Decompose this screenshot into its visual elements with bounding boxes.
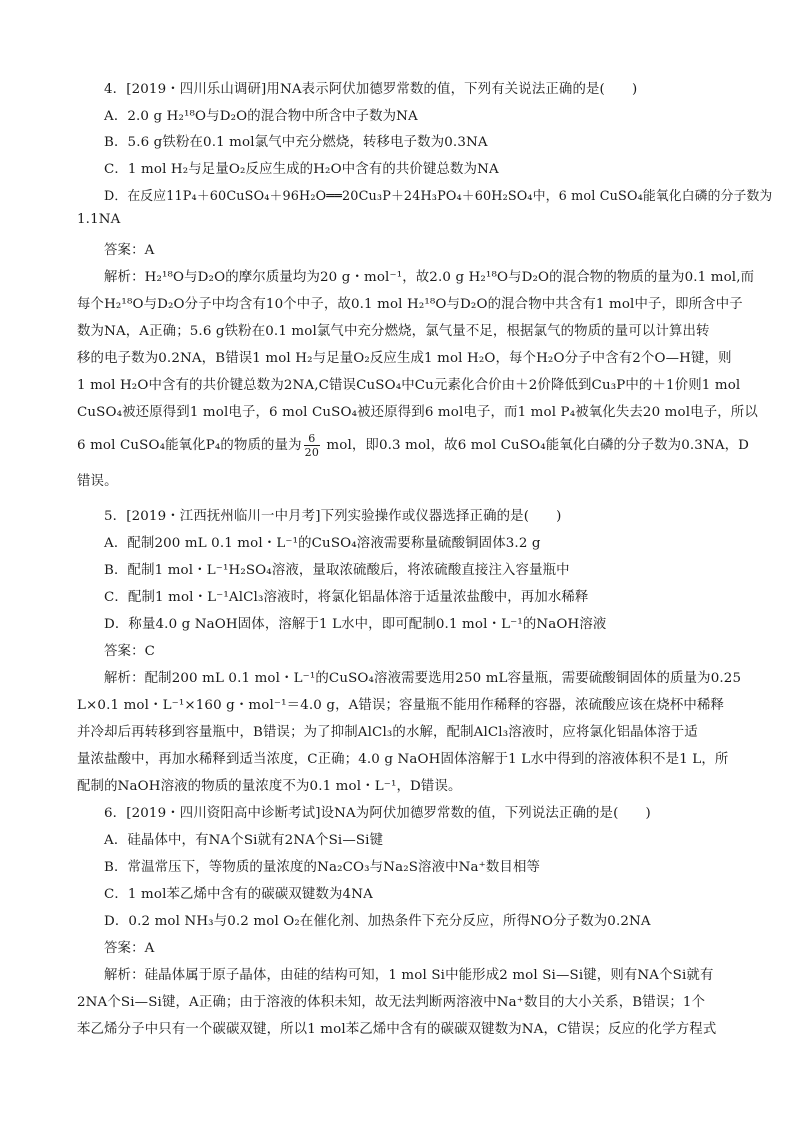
q4-answer: 答案：A — [104, 243, 155, 258]
q5-explanation-line: L×0.1 mol・L⁻¹×160 g・mol⁻¹＝4.0 g，A错误；容量瓶不能用作稀释的容器，浓硫酸应该在烧杯中稀释 — [77, 698, 725, 713]
q6-option-c: C．1 mol苯乙烯中含有的碳碳双键数为4NA — [104, 887, 373, 902]
q4-explanation-fraction-line — [77, 432, 750, 459]
q4-explanation-line: 1 mol H₂O中含有的共价键总数为2NA,C错误CuSO₄中Cu元素化合价由＋2价降低到Cu₃P中的＋1价则1 mol — [77, 378, 741, 393]
q5-option-b: B．配制1 mol・L⁻¹H₂SO₄溶液，量取浓硫酸后，将浓硫酸直接注入容量瓶中 — [104, 563, 570, 578]
q4-option-c: C．1 mol H₂与足量O₂反应生成的H₂O中含有的共价键总数为NA — [104, 162, 499, 177]
q6-stem: 6．[2019・四川资阳高中诊断考试]设NA为阿伏加德罗常数的值，下列说法正确的是( ) — [104, 806, 651, 821]
q4-option-d-cont: 1.1NA — [77, 212, 121, 227]
q6-option-a: A．硅晶体中，有NA个Si就有2NA个Si—Si键 — [104, 833, 384, 848]
q4-explanation-line: 每个H₂¹⁸O与D₂O分子中均含有10个中子，故0.1 mol H₂¹⁸O与D₂O的混合物中共含有1 mol中子，即所含中子 — [77, 297, 743, 312]
fraction — [304, 432, 320, 459]
q5-option-c: C．配制1 mol・L⁻¹AlCl₃溶液时，将氯化铝晶体溶于适量浓盐酸中，再加水稀释 — [104, 590, 589, 605]
q4-option-b: B．5.6 g铁粉在0.1 mol氯气中充分燃烧，转移电子数为0.3NA — [104, 135, 488, 150]
q4-explanation-text: mol，即0.3 mol，故6 mol CuSO₄能氧化白磷的分子数为0.3NA，D — [321, 438, 750, 453]
fraction-denominator: 20 — [304, 446, 319, 459]
q4-explanation-text: 6 mol CuSO₄能氧化P₄的物质的量为 — [77, 438, 302, 453]
q5-option-a: A．配制200 mL 0.1 mol・L⁻¹的CuSO₄溶液需要称量硫酸铜固体3.2 g — [104, 536, 541, 551]
q5-explanation-line: 量浓盐酸中，再加水稀释到适当浓度，C正确；4.0 g NaOH固体溶解于1 L水中得到的溶液体积不是1 L，所 — [77, 752, 729, 767]
q5-explanation-line: 并冷却后再转移到容量瓶中，B错误；为了抑制AlCl₃的水解，配制AlCl₃溶液时，应将氯化铝晶体溶于适 — [77, 725, 698, 740]
q6-explanation-line: 解析：硅晶体属于原子晶体，由硅的结构可知，1 mol Si中能形成2 mol Si—Si键，则有NA个Si就有 — [104, 968, 714, 983]
q4-option-d: D．在反应11P₄＋60CuSO₄＋96H₂O══20Cu₃P＋24H₃PO₄＋60H₂SO₄中，6 mol CuSO₄能氧化白磷的分子数为 — [104, 189, 773, 204]
q4-explanation-line: 错误。 — [77, 474, 118, 489]
q4-explanation-line: CuSO₄被还原得到1 mol电子，6 mol CuSO₄被还原得到6 mol电子，而1 mol P₄被氧化失去20 mol电子，所以 — [77, 405, 758, 420]
q6-answer: 答案：A — [104, 941, 155, 956]
q5-explanation-line: 解析：配制200 mL 0.1 mol・L⁻¹的CuSO₄溶液需要选用250 mL容量瓶，需要硫酸铜固体的质量为0.25 — [104, 671, 742, 686]
q6-option-d: D．0.2 mol NH₃与0.2 mol O₂在催化剂、加热条件下充分反应，所得NO分子数为0.2NA — [104, 914, 651, 929]
q4-option-a: A．2.0 g H₂¹⁸O与D₂O的混合物中所含中子数为NA — [104, 109, 418, 124]
q5-option-d: D．称量4.0 g NaOH固体，溶解于1 L水中，即可配制0.1 mol・L⁻¹的NaOH溶液 — [104, 617, 607, 632]
q4-explanation-line: 解析：H₂¹⁸O与D₂O的摩尔质量均为20 g・mol⁻¹，故2.0 g H₂¹⁸O与D₂O的混合物的物质的量为0.1 mol,而 — [104, 270, 755, 285]
q5-stem: 5．[2019・江西抚州临川一中月考]下列实验操作或仪器选择正确的是( ) — [104, 509, 562, 524]
q4-explanation-line: 移的电子数为0.2NA，B错误1 mol H₂与足量O₂反应生成1 mol H₂O，每个H₂O分子中含有2个O—H键，则 — [77, 351, 732, 366]
q6-explanation-line: 苯乙烯分子中只有一个碳碳双键，所以1 mol苯乙烯中含有的碳碳双键数为NA，C错误；反应的化学方程式 — [77, 1022, 717, 1037]
q5-answer: 答案：C — [104, 644, 156, 659]
q6-explanation-line: 2NA个Si—Si键，A正确；由于溶液的体积未知，故无法判断两溶液中Na⁺数目的大小关系，B错误；1个 — [77, 995, 706, 1010]
fraction-numerator: 6 — [304, 432, 320, 446]
q6-option-b: B．常温常压下，等物质的量浓度的Na₂CO₃与Na₂S溶液中Na⁺数目相等 — [104, 860, 541, 875]
q4-stem: 4．[2019・四川乐山调研]用NA表示阿伏加德罗常数的值，下列有关说法正确的是( ) — [104, 82, 638, 97]
q5-explanation-line: 配制的NaOH溶液的物质的量浓度不为0.1 mol・L⁻¹，D错误。 — [77, 779, 462, 794]
q4-explanation-line: 数为NA，A正确；5.6 g铁粉在0.1 mol氯气中充分燃烧，氯气量不足，根据氯气的物质的量可以计算出转 — [77, 324, 710, 339]
